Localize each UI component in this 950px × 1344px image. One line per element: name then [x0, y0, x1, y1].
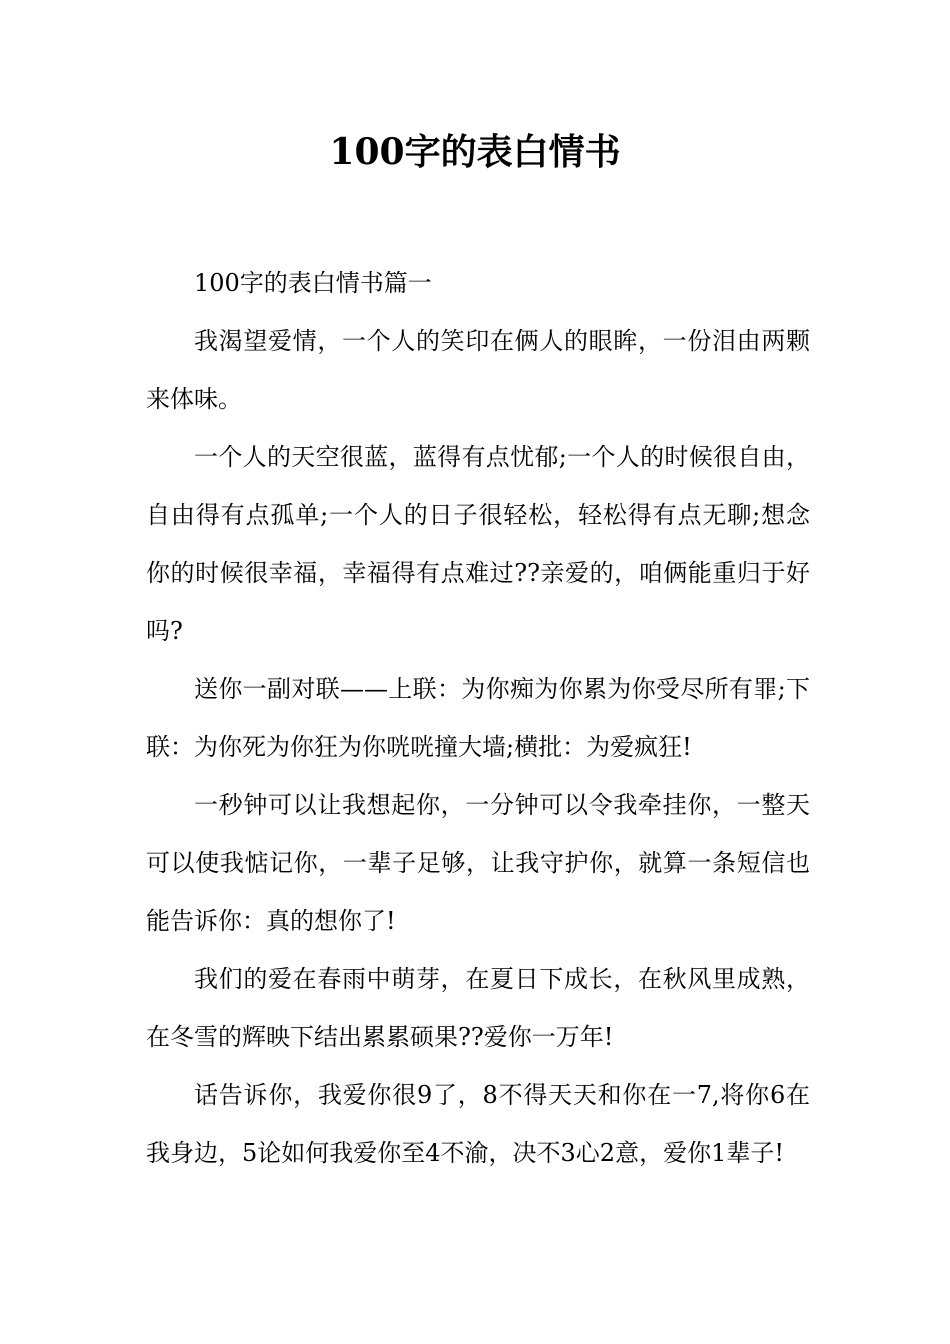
- section-heading: 100字的表白情书篇一: [194, 269, 432, 297]
- paragraph-5: 我们的爱在春雨中萌芽，在夏日下成长，在秋风里成熟，在冬雪的辉映下结出累累硕果??爱你一万年!: [146, 965, 810, 1051]
- paragraph-4: 一秒钟可以让我想起你，一分钟可以令我牵挂你，一整天可以使我惦记你，一辈子足够，让我守护你，就算一条短信也能告诉你：真的想你了!: [146, 791, 810, 935]
- document-title: 100字的表白情书: [329, 131, 621, 173]
- paragraph-1: 我渴望爱情，一个人的笑印在俩人的眼眸，一份泪由两颗来体味。: [146, 327, 810, 413]
- paragraph-6: 话告诉你，我爱你很9了，8不得天天和你在一7,将你6在我身边，5论如何我爱你至4不渝，决不3心2意，爱你1辈子!: [146, 1081, 810, 1167]
- paragraph-2: 一个人的天空很蓝，蓝得有点忧郁;一个人的时候很自由，自由得有点孤单;一个人的日子很轻松，轻松得有点无聊;想念你的时候很幸福，幸福得有点难过??亲爱的，咱俩能重归于好吗?: [146, 443, 810, 645]
- document-body: [146, 254, 810, 1182]
- paragraph-3: 送你一副对联——上联：为你痴为你累为你受尽所有罪;下联：为你死为你狂为你咣咣撞大墙;横批：为爱疯狂!: [146, 675, 810, 761]
